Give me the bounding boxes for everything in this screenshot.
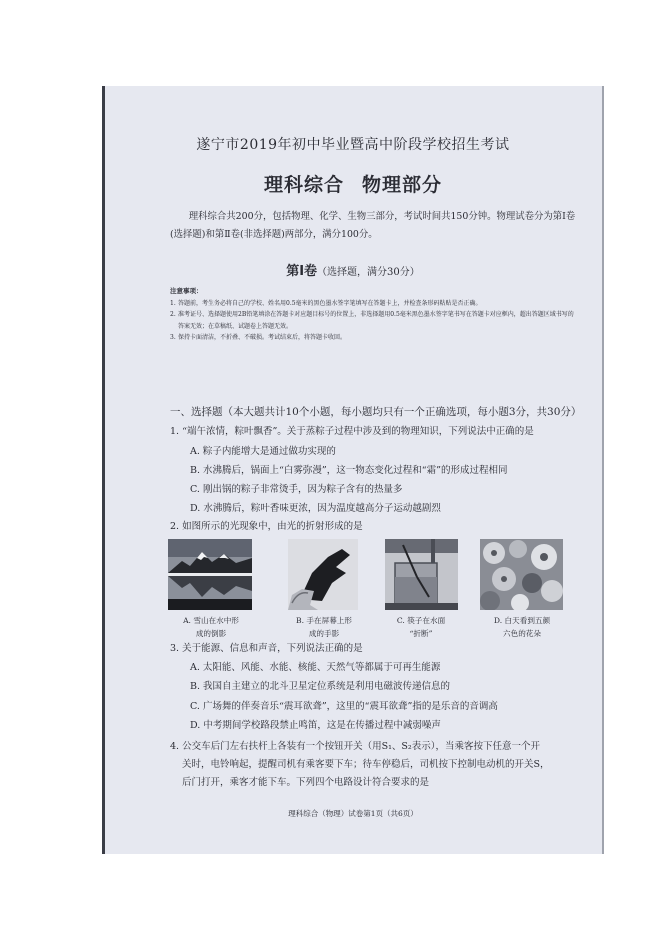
subject-left: 理科综合 (263, 174, 344, 196)
notice-item: 2. 准考证号、选择题使用2B铅笔填涂在答题卡对应题目标号的位置上，非选择题用0.5毫米黑色墨水签字笔书写在答题卡对应框内，超出答题区域书写的答案无效；在草稿纸、试题卷上答题无效。 (170, 311, 574, 330)
scan-edge-left (102, 86, 105, 854)
section-title-sub: （选择题，满分30分） (317, 267, 420, 278)
question-3-option-a: A. 太阳能、风能、水能、核能、天然气等都属于可再生能源 (190, 662, 441, 673)
question-1-option-d: D. 水沸腾后，粽叶香味更浓，因为温度越高分子运动越剧烈 (190, 503, 441, 514)
question-1-stem: 1. “端午浓情，粽叶飘香”。关于蒸粽子过程中涉及到的物理知识，下列说法中正确的是 (170, 426, 534, 437)
question-4-line-2: 关时，电铃响起，提醒司机有乘客要下车；待车停稳后，司机按下控制电动机的开关S， (182, 759, 550, 770)
notice-item: 1. 答题前，考生务必将自己的学校、姓名用0.5毫米的黑色墨水签字笔填写在答题卡上，并检查条形码粘贴是否正确。 (170, 299, 482, 307)
question-3-option-c: C. 广场舞的伴奏音乐“震耳欲聋”，这里的“震耳欲聋”指的是乐音的音调高 (190, 701, 498, 712)
question-3-stem: 3. 关于能源、信息和声音，下列说法正确的是 (170, 643, 363, 654)
section-title-main: 第Ⅰ卷 (286, 264, 318, 279)
question-4-stem (170, 738, 590, 792)
photo-colorful-flowers (480, 539, 563, 610)
intro-paragraph: 理科综合共200分，包括物理、化学、生物三部分，考试时间共150分钟。物理试卷分为第Ⅰ卷(选择题)和第Ⅱ卷(非选择题)两部分，满分100分。 (170, 211, 576, 240)
question-4-line-3: 后门打开，乘客才能下车。下列四个电路设计符合要求的是 (182, 777, 430, 788)
exam-paper (102, 86, 604, 854)
photo-snow-mountain-reflection (168, 539, 252, 610)
question-3-option-b: B. 我国自主建立的北斗卫星定位系统是利用电磁波传递信息的 (190, 681, 451, 692)
notice-block (170, 286, 578, 344)
question-3-option-d: D. 中考期间学校路段禁止鸣笛，这是在传播过程中减弱噪声 (190, 720, 441, 731)
exam-title: 遂宁市2019年初中毕业暨高中阶段学校招生考试 (196, 137, 510, 153)
page-footer: 理科综合（物理）试卷第1页（共6页） (288, 809, 418, 818)
part-heading: 一、选择题（本大题共计10个小题，每小题均只有一个正确选项，每小题3分，共30分） (170, 406, 582, 418)
subject-right: 物理部分 (362, 174, 443, 196)
notice-item: 3. 保持卡面清洁，不折叠、不破损。考试结束后，将答题卡收回。 (170, 334, 347, 341)
notice-heading: 注意事项： (170, 287, 203, 295)
question-1-option-b: B. 水沸腾后，锅面上“白雾弥漫”，这一物态变化过程和“霜”的形成过程相同 (190, 465, 508, 476)
subject-title (102, 170, 604, 197)
caption-option-a: A. 雪山在水中形 成的倒影 (183, 616, 239, 638)
question-4-line-1: 4. 公交车后门左右扶杆上各装有一个按钮开关（用S₁、S₂表示），当乘客按下任意一个开 (170, 741, 540, 752)
caption-option-c: C. 筷子在水面 “折断” (396, 616, 446, 638)
photo-hand-shadow (288, 539, 358, 610)
question-1-option-c: C. 刚出锅的粽子非常烫手，因为粽子含有的热量多 (190, 484, 403, 495)
question-2-stem: 2. 如图所示的光现象中，由光的折射形成的是 (170, 521, 363, 532)
section-title (102, 260, 604, 279)
scan-edge-right (602, 86, 604, 854)
photo-chopsticks-in-water (385, 539, 458, 610)
caption-option-b: B. 手在屏幕上形 成的手影 (296, 616, 352, 638)
caption-option-d: D. 白天看到五颜 六色的花朵 (493, 616, 551, 638)
question-1-option-a: A. 粽子内能增大是通过做功实现的 (190, 446, 336, 457)
